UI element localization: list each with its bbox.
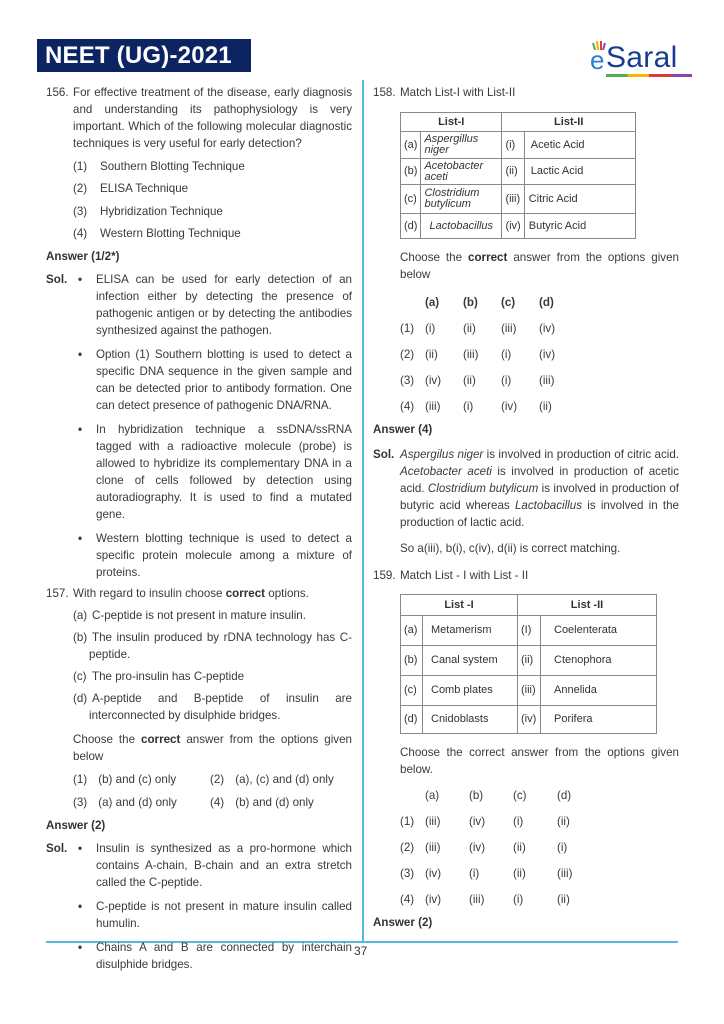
list-2-item: Annelida — [541, 676, 657, 706]
grid-cell: (iii) — [425, 814, 441, 828]
grid-header-row — [400, 782, 679, 808]
grid-cell: (i) — [463, 399, 474, 413]
grid-cell: (i) — [501, 347, 512, 361]
bullet-icon: • — [78, 532, 83, 545]
option-3 — [400, 860, 679, 886]
options-row-2 — [46, 794, 352, 811]
question-158 — [373, 84, 679, 101]
list-1-item: Metamerism — [423, 616, 518, 646]
option-text: Western Blotting Technique — [100, 227, 241, 240]
list-1-item: Acetobacter aceti — [421, 159, 502, 185]
option-text: (a) and (d) only — [98, 796, 177, 809]
question-159 — [373, 567, 679, 584]
option-text: ELISA Technique — [100, 182, 189, 195]
row-label: (iii) — [502, 185, 524, 214]
bullet-icon: • — [78, 273, 83, 286]
list-1-header: List -I — [401, 595, 518, 616]
statement-text: A-peptide and B-peptide of insulin are interconnected by disulphide bridges. — [89, 692, 352, 722]
bullet-text: Western blotting technique is used to detect a specific protein molecule among a mixture of proteins. — [96, 532, 352, 579]
bullet-text: Option (1) Southern blotting is used to detect a specific DNA sequence in the given sample and can be detected prior to antibody formation. One can detect presence of pathogenic DNA/RNA. — [96, 348, 352, 412]
grid-cell: (ii) — [557, 814, 570, 828]
sol-label: Sol. — [46, 273, 68, 286]
option-text: (a), (c) and (d) only — [235, 773, 334, 786]
bullet-text: Insulin is synthesized as a pro-hormone which contains A-chain, B-chain and an extra stretch called the C-peptide. — [96, 842, 352, 889]
match-table-159 — [400, 594, 657, 734]
row-label: (iii) — [518, 676, 541, 706]
grid-header: (a) — [425, 295, 440, 309]
statement-label: (c) — [73, 670, 87, 683]
grid-cell: (ii) — [539, 399, 552, 413]
statement-text: The insulin produced by rDNA technology has C-peptide. — [89, 631, 352, 661]
solution-bullet — [46, 939, 352, 973]
row-label: (d) — [401, 706, 423, 734]
grid-cell: (ii) — [557, 892, 570, 906]
option-number: (1) — [73, 159, 88, 173]
option-number: (4) — [400, 399, 415, 413]
grid-cell: (iii) — [539, 373, 555, 387]
row-label: (I) — [518, 616, 541, 646]
question-text: Match List-I with List-II — [400, 86, 516, 99]
instruction-text: answer from the options given below — [400, 251, 679, 281]
question-156 — [46, 84, 352, 152]
option-number: (2) — [210, 773, 225, 786]
grid-cell: (iv) — [469, 814, 486, 828]
option-2 — [46, 180, 352, 197]
row-label: (c) — [401, 185, 421, 214]
option-number: (3) — [73, 204, 88, 218]
grid-header: (b) — [463, 295, 478, 309]
solution-bullet — [46, 530, 352, 581]
grid-cell: (iv) — [425, 373, 442, 387]
answer-156: Answer (1/2*) — [46, 250, 120, 263]
solution-fragment: is involved in the production of lactic acid. — [400, 499, 680, 529]
grid-cell: (ii) — [513, 840, 526, 854]
option-number: (1) — [400, 814, 415, 828]
row-label: (iv) — [518, 706, 541, 734]
option-1 — [400, 315, 679, 341]
grid-cell: (iii) — [557, 866, 573, 880]
question-number: 158. — [373, 86, 396, 99]
row-label: (iv) — [502, 214, 524, 239]
grid-cell: (ii) — [425, 347, 438, 361]
option-text: Hybridization Technique — [100, 204, 223, 218]
instruction-emphasis: correct — [468, 251, 508, 264]
instruction-text: Choose the — [400, 251, 469, 264]
species-name: Aspergilus niger — [400, 448, 484, 461]
grid-header: (d) — [557, 788, 572, 802]
answer-158: Answer (4) — [373, 423, 433, 436]
list-1-item: Clostridium butylicum — [421, 185, 502, 214]
right-column — [373, 84, 679, 931]
list-2-item: Ctenophora — [541, 646, 657, 676]
row-label: (i) — [502, 132, 524, 159]
bullet-text: C-peptide is not present in mature insulin called humulin. — [96, 900, 352, 930]
logo-text: Saral — [606, 41, 678, 74]
question-text: With regard to insulin choose — [73, 587, 226, 600]
bullet-text: ELISA can be used for early detection of an infection either by detecting the presence of pathogenic antigen or by detecting the antibodies synthesized against the pathogen. — [96, 273, 352, 337]
options-row-1 — [46, 771, 352, 788]
list-2-item: Lactic Acid — [524, 159, 635, 185]
list-1-item: Lactobacillus — [421, 214, 502, 239]
statement-label: (a) — [73, 609, 88, 622]
option-number: (3) — [400, 373, 415, 387]
bullet-text: Chains A and B are connected by interchain disulphide bridges. — [96, 941, 352, 971]
list-2-header: List-II — [502, 113, 636, 132]
options-grid-158 — [400, 289, 679, 419]
grid-cell: (ii) — [463, 321, 476, 335]
question-text: options. — [265, 587, 309, 600]
option-1 — [73, 771, 210, 788]
statement-b — [46, 629, 352, 663]
grid-cell: (i) — [501, 373, 512, 387]
grid-cell: (iii) — [501, 321, 517, 335]
grid-cell: (ii) — [463, 373, 476, 387]
grid-cell: (i) — [425, 321, 436, 335]
species-name: Lactobacillus — [514, 499, 582, 512]
answer-157: Answer (2) — [46, 819, 106, 832]
sol-label: Sol. — [373, 448, 395, 461]
question-text: For effective treatment of the disease, early diagnosis and understanding its pathophysiology is very important. Which of the following molecular diagnostic techniques is very useful for early detection? — [73, 86, 352, 150]
instruction-text: Choose the — [73, 733, 142, 746]
list-1-item: Canal system — [423, 646, 518, 676]
solution-text — [373, 446, 679, 531]
option-4 — [46, 225, 352, 242]
grid-cell: (i) — [513, 892, 524, 906]
option-number: (1) — [73, 773, 88, 786]
grid-header: (d) — [539, 295, 554, 309]
row-label: (ii) — [518, 646, 541, 676]
grid-cell: (iii) — [425, 399, 441, 413]
page-number: 37 — [354, 944, 368, 958]
option-3 — [73, 794, 210, 811]
option-text: (b) and (c) only — [98, 773, 177, 786]
bullet-icon: • — [78, 900, 83, 913]
question-number: 156. — [46, 86, 69, 99]
grid-cell: (iv) — [501, 399, 518, 413]
row-label: (a) — [401, 132, 421, 159]
list-2-item: Acetic Acid — [524, 132, 635, 159]
row-label: (d) — [401, 214, 421, 239]
grid-cell: (i) — [513, 814, 524, 828]
list-1-item: Aspergillus niger — [421, 132, 502, 159]
bullet-icon: • — [78, 842, 83, 855]
row-label: (b) — [401, 646, 423, 676]
list-2-item: Coelenterata — [541, 616, 657, 646]
option-3 — [46, 203, 352, 220]
option-number: (4) — [210, 796, 225, 809]
solution-fragment: is involved in production of citric acid. — [483, 448, 679, 461]
choose-instruction: Choose the correct answer from the options given below. — [400, 746, 679, 776]
option-3 — [400, 367, 679, 393]
list-1-item: Comb plates — [423, 676, 518, 706]
solution-bullet — [46, 840, 352, 891]
left-column — [46, 84, 352, 980]
sol-label: Sol. — [46, 842, 68, 855]
statement-text: C-peptide is not present in mature insulin. — [92, 609, 306, 622]
statement-d — [46, 690, 352, 724]
option-2 — [210, 771, 347, 788]
grid-cell: (iv) — [469, 840, 486, 854]
solution-fragment: is involved in production of acetic acid. — [400, 465, 679, 495]
statement-label: (d) — [73, 692, 88, 705]
grid-cell: (iii) — [469, 892, 485, 906]
question-number: 159. — [373, 569, 396, 582]
grid-cell: (iv) — [539, 321, 556, 335]
grid-header: (c) — [513, 788, 527, 802]
list-2-header: List -II — [518, 595, 657, 616]
list-1-item: Cnidoblasts — [423, 706, 518, 734]
exam-title-badge: NEET (UG)-2021 — [37, 39, 251, 72]
option-text: Southern Blotting Technique — [100, 159, 245, 173]
options-grid-159 — [400, 782, 679, 912]
grid-cell: (iii) — [463, 347, 479, 361]
question-emphasis: correct — [225, 587, 266, 600]
option-number: (2) — [400, 840, 415, 854]
option-4 — [400, 393, 679, 419]
statement-c — [46, 668, 352, 685]
match-table-158 — [400, 112, 636, 239]
grid-cell: (iv) — [539, 347, 556, 361]
row-label: (c) — [401, 676, 423, 706]
grid-cell: (i) — [557, 840, 568, 854]
answer-159: Answer (2) — [373, 916, 433, 929]
solution-bullet — [46, 421, 352, 523]
grid-header-row — [400, 289, 679, 315]
statement-text: The pro-insulin has C-peptide — [92, 670, 245, 683]
list-2-item: Citric Acid — [524, 185, 635, 214]
row-label: (ii) — [502, 159, 524, 185]
species-name: Clostridium butylicum — [427, 482, 539, 495]
grid-cell: (iii) — [425, 840, 441, 854]
option-number: (2) — [400, 347, 415, 361]
row-label: (a) — [401, 616, 423, 646]
solution-conclusion: So a(iii), b(i), c(iv), d(ii) is correct matching. — [400, 542, 621, 555]
question-157 — [46, 585, 352, 602]
solution-158 — [373, 446, 679, 557]
statement-a — [46, 607, 352, 624]
choose-instruction — [46, 731, 352, 765]
instruction-text: answer from the options given below — [73, 733, 352, 763]
solution-bullet — [46, 271, 352, 339]
row-label: (b) — [401, 159, 421, 185]
bullet-icon: • — [78, 423, 83, 436]
species-name: Acetobacter aceti — [400, 465, 492, 478]
logo-e-letter: e — [590, 45, 605, 75]
column-divider — [362, 80, 364, 942]
option-number: (1) — [400, 321, 415, 335]
option-number: (3) — [400, 866, 415, 880]
list-2-item: Porifera — [541, 706, 657, 734]
option-number: (4) — [400, 892, 415, 906]
list-1-header: List-I — [401, 113, 502, 132]
grid-header: (c) — [501, 295, 516, 309]
logo-underline — [606, 74, 692, 77]
grid-header: (b) — [469, 788, 484, 802]
option-4 — [400, 886, 679, 912]
instruction-emphasis: correct — [141, 733, 181, 746]
solution-156 — [46, 271, 352, 581]
grid-cell: (ii) — [513, 866, 526, 880]
grid-cell: (iv) — [425, 866, 442, 880]
solution-bullet — [46, 346, 352, 414]
option-2 — [400, 834, 679, 860]
grid-cell: (iv) — [425, 892, 442, 906]
option-number: (2) — [73, 182, 88, 195]
esaral-logo — [590, 40, 695, 80]
question-text: Match List - I with List - II — [400, 569, 529, 582]
solution-157 — [46, 840, 352, 973]
solution-fragment: is involved in production of butyric acid whereas — [400, 482, 679, 512]
choose-instruction — [373, 249, 679, 283]
option-4 — [210, 794, 347, 811]
option-2 — [400, 341, 679, 367]
solution-bullet — [46, 898, 352, 932]
grid-header: (a) — [425, 788, 440, 802]
option-1 — [46, 158, 352, 175]
list-2-item: Butyric Acid — [524, 214, 635, 239]
option-1 — [400, 808, 679, 834]
option-text: (b) and (d) only — [235, 796, 314, 809]
question-number: 157. — [46, 587, 69, 600]
option-number: (3) — [73, 796, 88, 809]
grid-cell: (i) — [469, 866, 480, 880]
bullet-icon: • — [78, 348, 83, 361]
bullet-text: In hybridization technique a ssDNA/ssRNA tagged with a radioactive molecule (probe) is allowed to hybridize its complementary DNA in a clone of cells followed by detection using autoradiography. It is used to find a mutated gene. — [96, 423, 352, 521]
bullet-icon: • — [78, 941, 83, 954]
statement-label: (b) — [73, 631, 88, 644]
option-number: (4) — [73, 227, 88, 240]
